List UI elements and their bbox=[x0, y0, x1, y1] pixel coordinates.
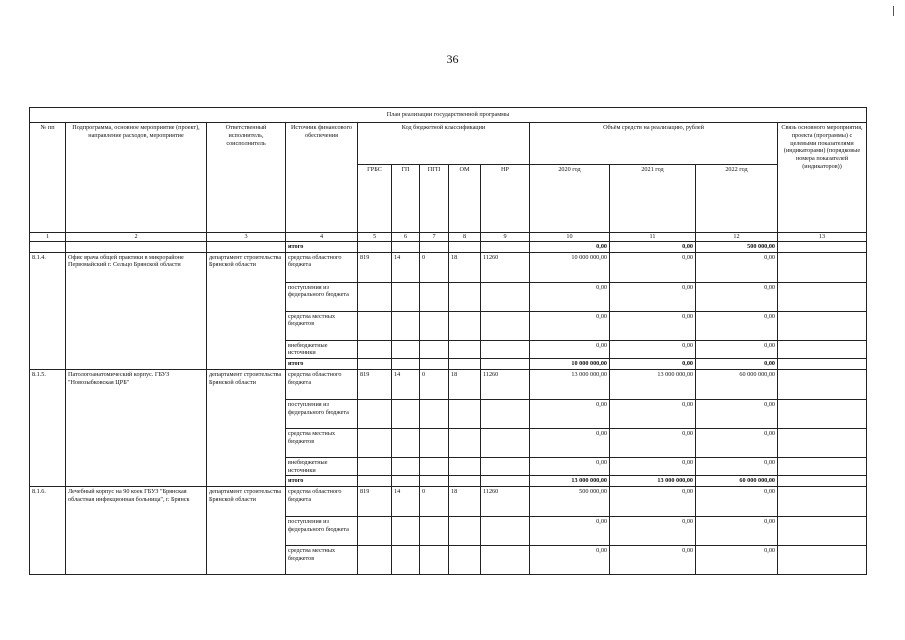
value-2021: 0,00 bbox=[610, 282, 696, 311]
total-2020: 0,00 bbox=[530, 241, 610, 252]
header-link: Связь основного мероприятия, проекта (программы) с целевыми показателями (индикаторами) (порядковые номера показателей (индикаторов)) bbox=[778, 123, 867, 233]
value-2021: 0,00 bbox=[610, 340, 696, 359]
value-2020: 0,00 bbox=[530, 399, 610, 428]
column-number: 10 bbox=[530, 233, 610, 242]
header-nr: НР bbox=[481, 165, 530, 233]
funding-source: внебюджетные источники bbox=[286, 340, 358, 359]
code-nr bbox=[481, 457, 530, 476]
code-nr bbox=[481, 517, 530, 546]
code-om: 18 bbox=[449, 369, 481, 399]
code-gp bbox=[392, 311, 420, 340]
total-2021: 0,00 bbox=[610, 241, 696, 252]
indicator-link bbox=[778, 369, 867, 399]
funding-source: средства областного бюджета bbox=[286, 369, 358, 399]
code-om bbox=[449, 399, 481, 428]
value-2022: 0,00 bbox=[696, 340, 778, 359]
indicator-link bbox=[778, 252, 867, 282]
value-2021: 0,00 bbox=[610, 457, 696, 476]
empty-cell bbox=[392, 359, 420, 370]
measure-number: 8.1.6. bbox=[30, 487, 66, 575]
header-volume: Объём средств на реализацию, рублей bbox=[530, 123, 778, 165]
value-2022: 0,00 bbox=[696, 311, 778, 340]
funding-source: средства местных бюджетов bbox=[286, 546, 358, 575]
indicator-link bbox=[778, 340, 867, 359]
measure-name: Офис врача общей практики в микрорайоне Первомайский г. Сельцо Брянской области bbox=[66, 252, 207, 369]
value-2022: 0,00 bbox=[696, 399, 778, 428]
empty-cell bbox=[481, 476, 530, 487]
code-pgp bbox=[420, 546, 449, 575]
total-2022: 60 000 000,00 bbox=[696, 476, 778, 487]
header-gp: ГП bbox=[392, 165, 420, 233]
total-2020: 10 000 000,00 bbox=[530, 359, 610, 370]
total-2022: 0,00 bbox=[696, 359, 778, 370]
code-gp bbox=[392, 428, 420, 457]
empty-cell bbox=[449, 359, 481, 370]
code-grbs bbox=[358, 282, 392, 311]
scan-mark bbox=[893, 6, 894, 16]
empty-cell bbox=[449, 476, 481, 487]
code-nr bbox=[481, 311, 530, 340]
code-pgp: 0 bbox=[420, 369, 449, 399]
value-2020: 0,00 bbox=[530, 517, 610, 546]
code-gp: 14 bbox=[392, 487, 420, 517]
empty-cell bbox=[358, 359, 392, 370]
code-pgp bbox=[420, 517, 449, 546]
measure-name: Лечебный корпус на 90 коек ГБУЗ "Брянская областная инфекционная больница", г. Брянск bbox=[66, 487, 207, 575]
value-2022: 0,00 bbox=[696, 457, 778, 476]
value-2022: 0,00 bbox=[696, 517, 778, 546]
funding-source: средства местных бюджетов bbox=[286, 428, 358, 457]
value-2022: 0,00 bbox=[696, 487, 778, 517]
indicator-link bbox=[778, 428, 867, 457]
code-nr bbox=[481, 546, 530, 575]
value-2022: 0,00 bbox=[696, 428, 778, 457]
code-nr bbox=[481, 340, 530, 359]
code-pgp bbox=[420, 282, 449, 311]
funding-source: внебюджетные источники bbox=[286, 457, 358, 476]
indicator-link bbox=[778, 546, 867, 575]
value-2020: 500 000,00 bbox=[530, 487, 610, 517]
value-2021: 0,00 bbox=[610, 428, 696, 457]
page-number: 36 bbox=[446, 52, 459, 66]
code-pgp bbox=[420, 457, 449, 476]
table-body bbox=[30, 108, 867, 575]
empty-cell bbox=[420, 476, 449, 487]
header-num: № пп bbox=[30, 123, 66, 233]
total-label: итого bbox=[286, 241, 358, 252]
code-grbs bbox=[358, 546, 392, 575]
measure-number: 8.1.5. bbox=[30, 369, 66, 486]
value-2020: 0,00 bbox=[530, 546, 610, 575]
code-gp bbox=[392, 399, 420, 428]
code-om: 18 bbox=[449, 252, 481, 282]
value-2020: 0,00 bbox=[530, 340, 610, 359]
header-name: Подпрограмма, основное мероприятие (проект), направление расходов, мероприятие bbox=[66, 123, 207, 233]
indicator-link bbox=[778, 282, 867, 311]
code-pgp bbox=[420, 340, 449, 359]
code-om bbox=[449, 428, 481, 457]
code-grbs: 819 bbox=[358, 252, 392, 282]
code-grbs bbox=[358, 399, 392, 428]
total-2022: 500 000,00 bbox=[696, 241, 778, 252]
column-number: 7 bbox=[420, 233, 449, 242]
table-row bbox=[30, 487, 867, 517]
value-2021: 13 000 000,00 bbox=[610, 369, 696, 399]
code-gp bbox=[392, 517, 420, 546]
funding-source: поступления из федерального бюджета bbox=[286, 517, 358, 546]
code-pgp: 0 bbox=[420, 487, 449, 517]
header-om: ОМ bbox=[449, 165, 481, 233]
total-label: итого bbox=[286, 359, 358, 370]
value-2022: 0,00 bbox=[696, 546, 778, 575]
value-2021: 0,00 bbox=[610, 311, 696, 340]
code-grbs: 819 bbox=[358, 487, 392, 517]
header-pgp: ПГП bbox=[420, 165, 449, 233]
measure-name: Патологоанатомический корпус. ГБУЗ "Новозыбковская ЦРБ" bbox=[66, 369, 207, 486]
value-2020: 13 000 000,00 bbox=[530, 369, 610, 399]
code-om bbox=[449, 546, 481, 575]
value-2022: 0,00 bbox=[696, 252, 778, 282]
header-source: Источник финансового обеспечения bbox=[286, 123, 358, 233]
code-gp: 14 bbox=[392, 252, 420, 282]
total-2021: 13 000 000,00 bbox=[610, 476, 696, 487]
code-om bbox=[449, 340, 481, 359]
funding-source: средства областного бюджета bbox=[286, 487, 358, 517]
code-pgp bbox=[420, 311, 449, 340]
code-grbs bbox=[358, 517, 392, 546]
value-2020: 0,00 bbox=[530, 428, 610, 457]
column-number: 3 bbox=[207, 233, 286, 242]
table-caption: План реализации государственной программы bbox=[30, 108, 867, 123]
indicator-link bbox=[778, 311, 867, 340]
funding-source: средства местных бюджетов bbox=[286, 311, 358, 340]
empty-cell bbox=[392, 476, 420, 487]
funding-source: средства областного бюджета bbox=[286, 252, 358, 282]
column-number: 8 bbox=[449, 233, 481, 242]
total-label: итого bbox=[286, 476, 358, 487]
value-2020: 0,00 bbox=[530, 282, 610, 311]
indicator-link bbox=[778, 457, 867, 476]
measure-executor: департамент строительства Брянской области bbox=[207, 252, 286, 369]
column-number: 9 bbox=[481, 233, 530, 242]
code-nr bbox=[481, 428, 530, 457]
indicator-link bbox=[778, 517, 867, 546]
value-2020: 10 000 000,00 bbox=[530, 252, 610, 282]
indicator-link bbox=[778, 359, 867, 370]
table-row bbox=[30, 369, 867, 399]
header-budget-code: Код бюджетной классификации bbox=[358, 123, 530, 165]
empty-cell bbox=[358, 476, 392, 487]
measure-number: 8.1.4. bbox=[30, 252, 66, 369]
code-grbs bbox=[358, 457, 392, 476]
code-nr: 11260 bbox=[481, 487, 530, 517]
value-2022: 0,00 bbox=[696, 282, 778, 311]
budget-plan-table bbox=[29, 107, 867, 575]
header-2021: 2021 год bbox=[610, 165, 696, 233]
indicator-link bbox=[778, 476, 867, 487]
value-2020: 0,00 bbox=[530, 311, 610, 340]
header-2020: 2020 год bbox=[530, 165, 610, 233]
empty-cell bbox=[481, 359, 530, 370]
code-gp bbox=[392, 546, 420, 575]
value-2020: 0,00 bbox=[530, 457, 610, 476]
column-number: 5 bbox=[358, 233, 392, 242]
code-gp bbox=[392, 340, 420, 359]
code-om bbox=[449, 517, 481, 546]
code-gp bbox=[392, 282, 420, 311]
value-2021: 0,00 bbox=[610, 517, 696, 546]
column-numbers-row bbox=[30, 233, 867, 242]
header-executor: Ответственный исполнитель, соисполнитель bbox=[207, 123, 286, 233]
value-2021: 0,00 bbox=[610, 399, 696, 428]
code-gp bbox=[392, 457, 420, 476]
code-gp: 14 bbox=[392, 369, 420, 399]
code-nr: 11260 bbox=[481, 369, 530, 399]
funding-source: поступления из федерального бюджета bbox=[286, 282, 358, 311]
code-grbs: 819 bbox=[358, 369, 392, 399]
code-om bbox=[449, 282, 481, 311]
code-nr bbox=[481, 282, 530, 311]
code-om: 18 bbox=[449, 487, 481, 517]
code-grbs bbox=[358, 340, 392, 359]
code-pgp bbox=[420, 399, 449, 428]
column-number: 1 bbox=[30, 233, 66, 242]
value-2022: 60 000 000,00 bbox=[696, 369, 778, 399]
indicator-link bbox=[778, 487, 867, 517]
header-2022: 2022 год bbox=[696, 165, 778, 233]
value-2021: 0,00 bbox=[610, 546, 696, 575]
code-om bbox=[449, 457, 481, 476]
code-om bbox=[449, 311, 481, 340]
code-grbs bbox=[358, 428, 392, 457]
measure-executor: департамент строительства Брянской области bbox=[207, 369, 286, 486]
indicator-link bbox=[778, 399, 867, 428]
column-number: 4 bbox=[286, 233, 358, 242]
column-number: 11 bbox=[610, 233, 696, 242]
column-number: 13 bbox=[778, 233, 867, 242]
table-row bbox=[30, 252, 867, 282]
empty-cell bbox=[420, 359, 449, 370]
code-nr bbox=[481, 399, 530, 428]
measure-executor: департамент строительства Брянской области bbox=[207, 487, 286, 575]
code-nr: 11260 bbox=[481, 252, 530, 282]
total-2021: 0,00 bbox=[610, 359, 696, 370]
total-2020: 13 000 000,00 bbox=[530, 476, 610, 487]
funding-source: поступления из федерального бюджета bbox=[286, 399, 358, 428]
code-grbs bbox=[358, 311, 392, 340]
total-row bbox=[30, 241, 867, 252]
code-pgp bbox=[420, 428, 449, 457]
column-number: 12 bbox=[696, 233, 778, 242]
code-pgp: 0 bbox=[420, 252, 449, 282]
value-2021: 0,00 bbox=[610, 487, 696, 517]
value-2021: 0,00 bbox=[610, 252, 696, 282]
column-number: 2 bbox=[66, 233, 207, 242]
header-grbs: ГРБС bbox=[358, 165, 392, 233]
column-number: 6 bbox=[392, 233, 420, 242]
